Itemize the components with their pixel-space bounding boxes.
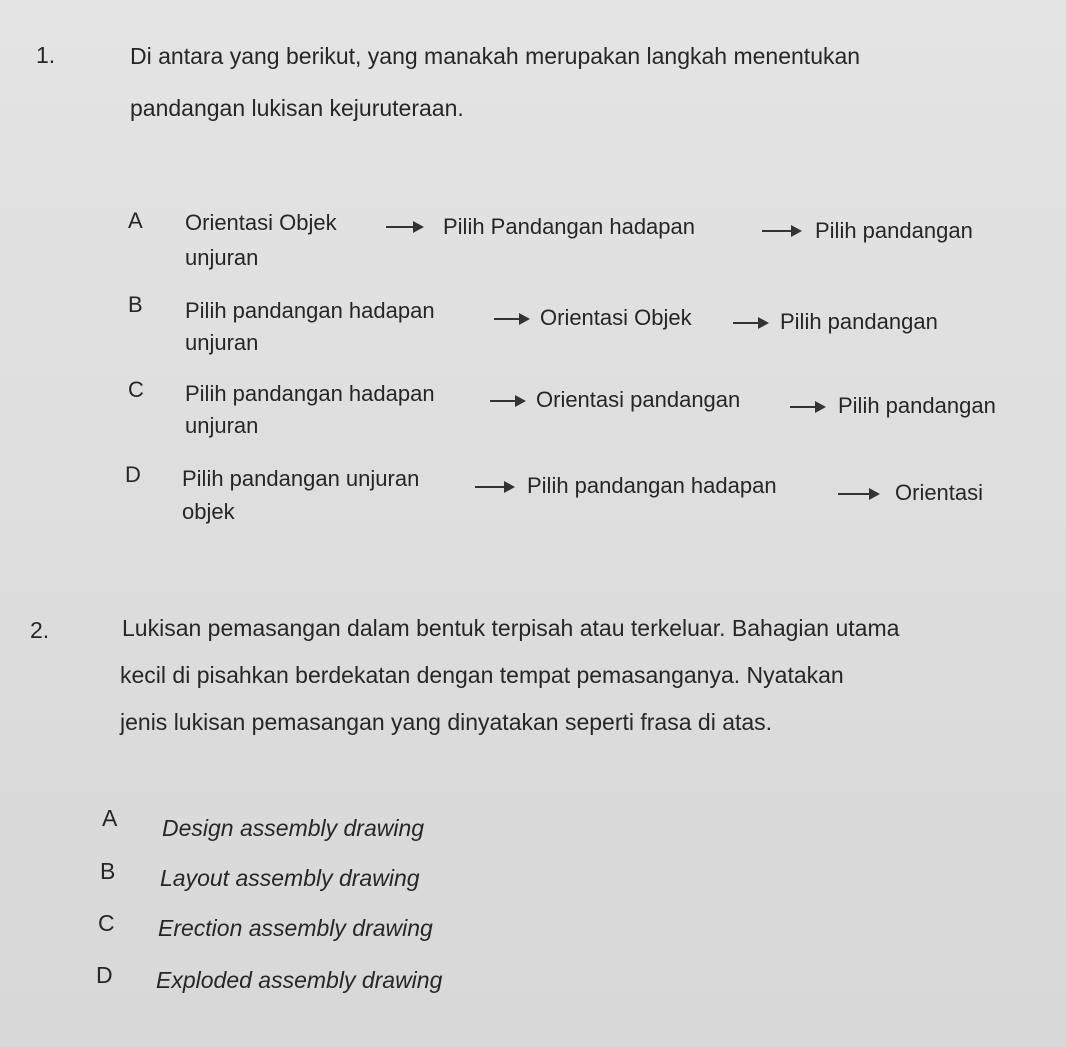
q2-option-a-letter: A — [102, 805, 118, 831]
arrow-icon — [790, 406, 824, 408]
q2-stem-line-2: kecil di pisahkan berdekatan dengan tempat pemasanganya. Nyatakan — [120, 662, 844, 688]
arrow-icon — [494, 318, 528, 320]
q1-option-a-step-1: Orientasi Objek — [185, 210, 337, 235]
q2-number: 2. — [30, 617, 50, 643]
arrow-icon — [733, 322, 767, 324]
q1-option-c-letter: C — [128, 377, 144, 402]
q1-option-b-step-1: Pilih pandangan hadapan — [185, 298, 435, 323]
q1-option-c-step-2: Orientasi pandangan — [536, 387, 741, 412]
q1-option-a-continuation: unjuran — [185, 245, 259, 270]
q2-option-c-text: Erection assembly drawing — [158, 915, 433, 941]
q1-option-c-step-1: Pilih pandangan hadapan — [185, 381, 435, 406]
q1-stem-line-1: Di antara yang berikut, yang manakah merupakan langkah menentukan — [130, 43, 861, 69]
q1-option-a-step-3: Pilih pandangan — [815, 218, 973, 243]
q2-option-b-letter: B — [100, 858, 116, 884]
q2-option-c-letter: C — [98, 910, 115, 936]
q2-stem-line-3: jenis lukisan pemasangan yang dinyatakan seperti frasa di atas. — [120, 709, 773, 735]
arrow-icon — [490, 400, 524, 402]
q1-number: 1. — [36, 42, 56, 68]
q2-option-a-text: Design assembly drawing — [162, 815, 425, 841]
q2-stem-line-1: Lukisan pemasangan dalam bentuk terpisah atau terkeluar. Bahagian utama — [122, 615, 900, 641]
arrow-icon — [475, 486, 513, 488]
q1-option-c-continuation: unjuran — [185, 413, 259, 438]
q1-option-b-step-3: Pilih pandangan — [780, 309, 938, 334]
q1-option-d-step-1: Pilih pandangan unjuran — [182, 466, 420, 491]
q1-option-b-continuation: unjuran — [185, 330, 259, 355]
q2-option-d-letter: D — [96, 962, 113, 988]
q1-option-b-step-2: Orientasi Objek — [540, 305, 692, 330]
q2-option-b-text: Layout assembly drawing — [160, 865, 420, 891]
q1-option-a-step-2: Pilih Pandangan hadapan — [443, 214, 696, 239]
q1-stem-line-2: pandangan lukisan kejuruteraan. — [130, 95, 464, 121]
q1-option-c-step-3: Pilih pandangan — [838, 393, 996, 418]
q1-option-d-continuation: objek — [182, 499, 235, 524]
q1-option-d-step-3: Orientasi — [895, 480, 984, 505]
q1-option-b-letter: B — [128, 292, 143, 317]
arrow-icon — [762, 230, 800, 232]
q1-option-d-letter: D — [125, 462, 141, 487]
arrow-icon — [838, 493, 878, 495]
arrow-icon — [386, 226, 422, 228]
q1-option-d-step-2: Pilih pandangan hadapan — [527, 473, 777, 498]
q2-option-d-text: Exploded assembly drawing — [156, 967, 443, 993]
q1-option-a-letter: A — [128, 208, 143, 233]
